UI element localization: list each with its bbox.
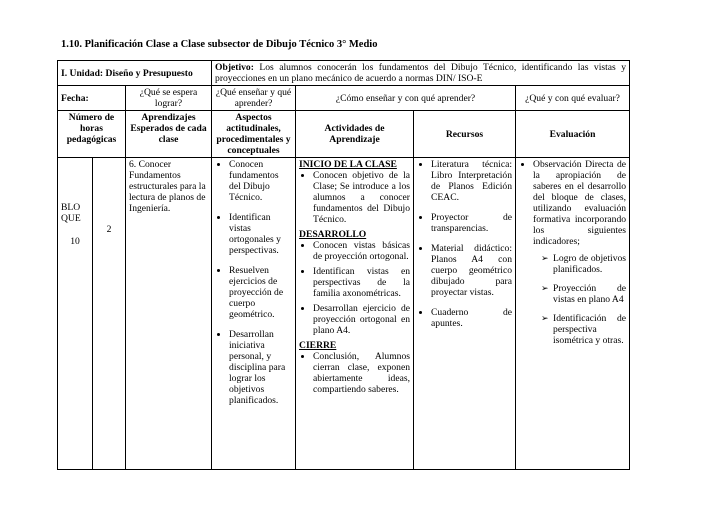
que-ensenar-cell: ¿Qué enseñar y qué aprender?: [212, 86, 296, 111]
unidad-cell: I. Unidad: Diseño y Presupuesto: [58, 61, 212, 86]
actividades-cell: [296, 158, 414, 470]
aspecto-item: • Desarrollan iniciativa personal, y disciplina para lograr los objetivos planificados.: [229, 329, 292, 406]
objetivo-cell: [212, 61, 630, 86]
col-actividades: Actividades de Aprendizaje: [296, 111, 414, 158]
recurso-item: • Literatura técnica: Libro Interpretación de Planos Edición CEAC.: [431, 159, 512, 203]
inicio-heading: INICIO DE LA CLASE: [299, 159, 397, 170]
recurso-item: • Proyector de transparencias.: [431, 212, 512, 234]
aprendizaje-cell: 6. Conocer Fundamentos estructurales para la lectura de planos de Ingeniería.: [126, 158, 212, 470]
bloque-label: BLO QUE: [61, 201, 81, 224]
bloque-number: 10: [70, 235, 80, 247]
aspecto-item: • Conocen fundamentos del Dibujo Técnico.: [229, 159, 292, 203]
aspectos-cell: [212, 158, 296, 470]
col-aprendizajes: Aprendizajes Esperados de cada clase: [126, 111, 212, 158]
page-title: 1.10. Planificación Clase a Clase subsector de Dibujo Técnico 3° Medio: [61, 39, 378, 50]
aspecto-item: • Resuelven ejercicios de proyección de cuerpo geométrico.: [229, 265, 292, 320]
recurso-item: • Material didáctico: Planos A4 con cuerpo geométrico dibujado para proyectar vistas.: [431, 243, 512, 298]
objetivo-label: Objetivo:: [215, 62, 254, 73]
fecha-cell: Fecha:: [58, 86, 126, 111]
col-numero-horas: Número de horas pedagógicas: [58, 111, 126, 158]
indicador-item: ➢ Proyección de vistas en plano A4: [541, 283, 626, 305]
cierre-heading: CIERRE: [299, 340, 337, 351]
que-evaluar-cell: ¿Qué y con qué evaluar?: [516, 86, 630, 111]
actividad-item: • Identifican vistas en perspectivas de la familia axonométricas.: [313, 266, 410, 299]
desarrollo-heading: DESARROLLO: [299, 229, 367, 240]
indicador-item: ➢ Identificación de perspectiva isométrica y otras.: [541, 313, 626, 346]
actividad-item: • Desarrollan ejercicio de proyección ortogonal en plano A4.: [313, 303, 410, 336]
recurso-item: • Cuaderno de apuntes.: [431, 307, 512, 329]
recursos-cell: [414, 158, 516, 470]
objetivo-text: Los alumnos conocerán los fundamentos del Dibujo Técnico, identificando las vistas y proyecciones en un plano mecánico de acuerdo a normas DIN/ ISO-E: [215, 62, 627, 84]
evaluacion-cell: [516, 158, 630, 470]
col-recursos: Recursos: [414, 111, 516, 158]
como-ensenar-cell: ¿Cómo enseñar y con qué aprender?: [296, 86, 516, 111]
col-evaluacion: Evaluación: [516, 111, 630, 158]
col-aspectos: Aspectos actitudinales, procedimentales y conceptuales: [212, 111, 296, 158]
indicador-item: ➢ Logro de objetivos planificados.: [541, 253, 626, 275]
evaluacion-text: Observación Directa de la apropiación de saberes en el desarrollo del bloque de clases, utilizando evaluación formativa incorporando los siguientes indicadores;: [533, 159, 627, 247]
planning-table: [57, 60, 630, 470]
bloque-cell: [58, 158, 93, 470]
horas-cell: 2: [93, 158, 126, 470]
evaluacion-main: [533, 159, 626, 346]
actividad-item: • Conocen objetivo de la Clase; Se introduce a los alumnos a conocer fundamentos del Dibujo Técnico.: [313, 170, 410, 225]
aspecto-item: • Identifican vistas ortogonales y perspectivas.: [229, 212, 292, 256]
actividad-item: • Conclusión, Alumnos cierran clase, exponen abiertamente ideas, compartiendo saberes.: [313, 351, 410, 395]
que-espera-cell: ¿Qué se espera lograr?: [126, 86, 212, 111]
actividad-item: • Conocen vistas básicas de proyección ortogonal.: [313, 240, 410, 262]
